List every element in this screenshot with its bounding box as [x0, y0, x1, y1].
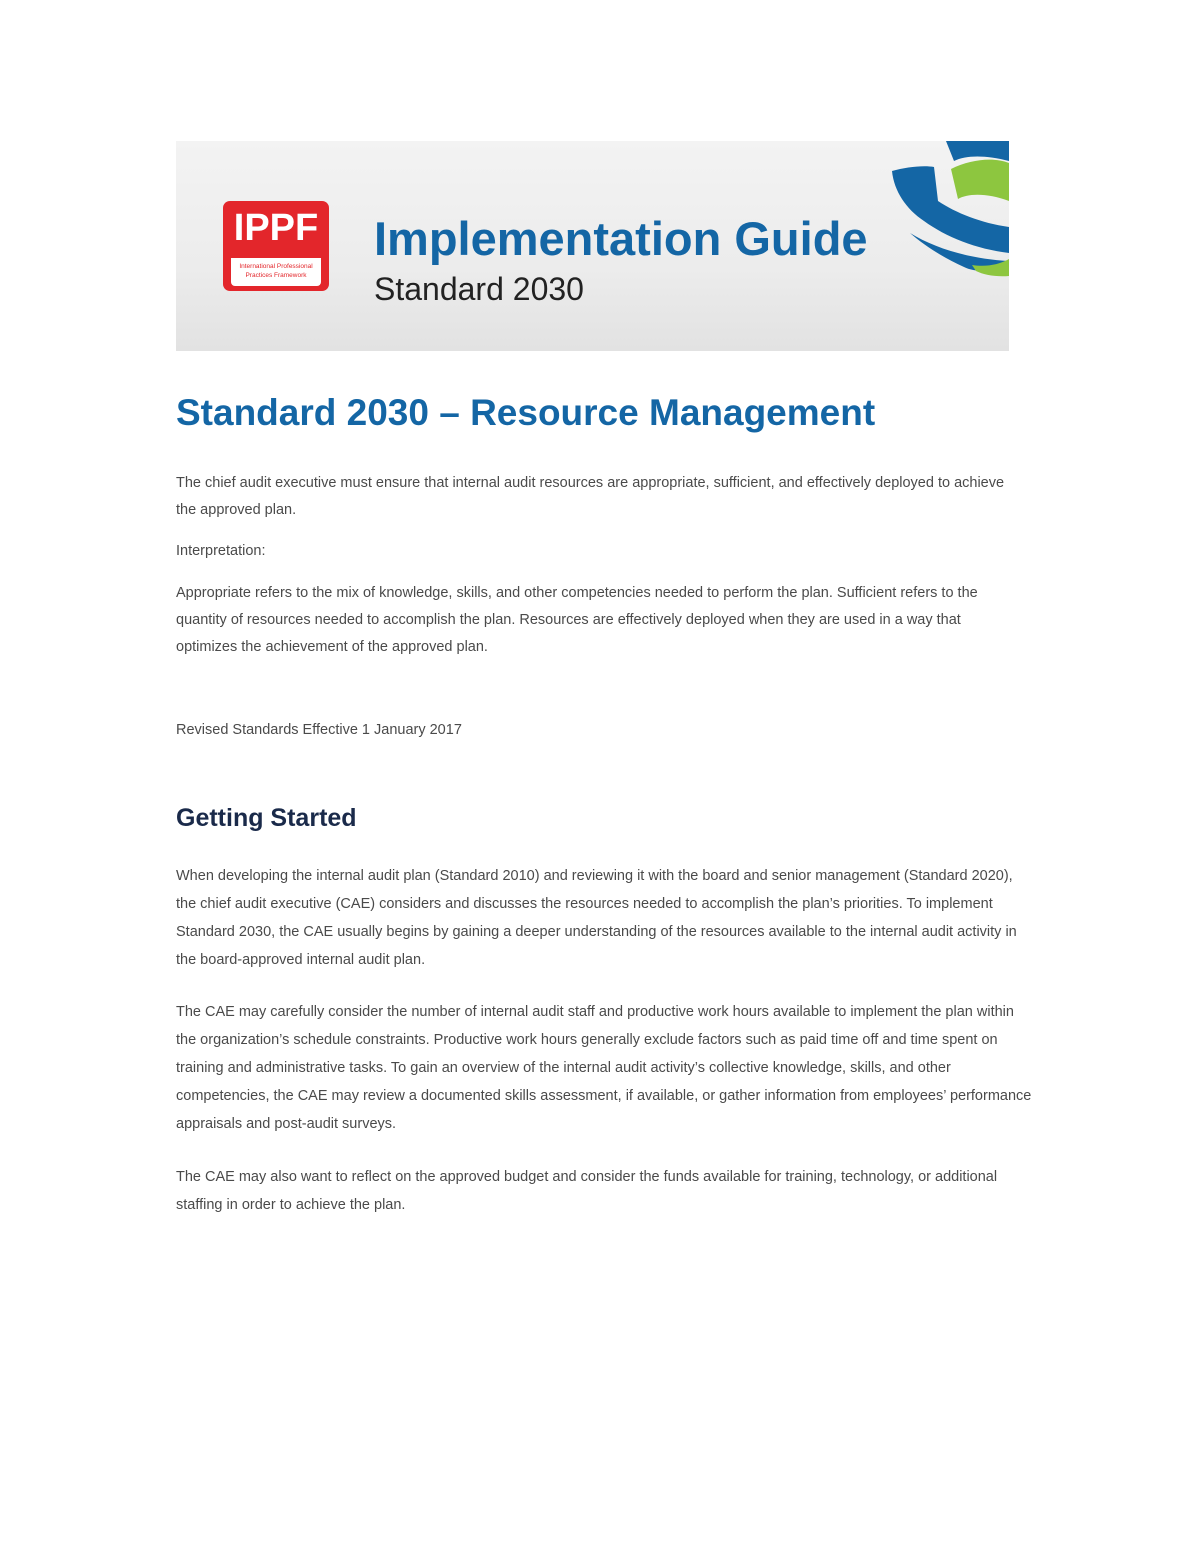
globe-swoosh-icon	[876, 141, 1009, 351]
section-title: Getting Started	[176, 804, 357, 832]
standard-text: The chief audit executive must ensure that internal audit resources are appropriate, sufficient, and effectively deployed to achieve the approved plan.	[176, 475, 1005, 518]
effective-note: Revised Standards Effective 1 January 2017	[176, 722, 462, 738]
banner-title: Implementation Guide	[374, 212, 868, 265]
interpretation-text: Appropriate refers to the mix of knowledge, skills, and other competencies needed to perform the plan. Sufficient refers to the quantity of resources needed to accomplish the plan. Resources are effectively deployed when they are used in a way that optimizes the achievement of the approved plan.	[176, 585, 978, 655]
banner-subtitle: Standard 2030	[374, 271, 584, 307]
ippf-logo	[223, 201, 329, 291]
interpretation-label: Interpretation:	[176, 543, 266, 559]
page-title: Standard 2030 – Resource Management	[176, 392, 876, 433]
header-banner	[176, 141, 1009, 351]
paragraph: The CAE may also want to reflect on the approved budget and consider the funds available for training, technology, or additional staffing in order to achieve the plan.	[176, 1169, 998, 1213]
logo-subtext: International Professional Practices Framework	[231, 258, 321, 286]
paragraph: The CAE may carefully consider the number of internal audit staff and productive work hours available to implement the plan within the organization’s schedule constraints. Productive work hours generally exclude factors such as paid time off and time spent on training and administrative tasks. To gain an overview of the internal audit activity’s collective knowledge, skills, and other competencies, the CAE may review a documented skills assessment, if available, or gather information from employees’ performance appraisals and post-audit surveys.	[176, 1004, 1032, 1132]
logo-text: IPPF	[233, 207, 319, 249]
paragraph: When developing the internal audit plan (Standard 2010) and reviewing it with the board and senior management (Standard 2020), the chief audit executive (CAE) considers and discusses the resources needed to accomplish the plan’s priorities. To implement Standard 2030, the CAE usually begins by gaining a deeper understanding of the resources available to the internal audit activity in the board-approved internal audit plan.	[176, 868, 1017, 968]
